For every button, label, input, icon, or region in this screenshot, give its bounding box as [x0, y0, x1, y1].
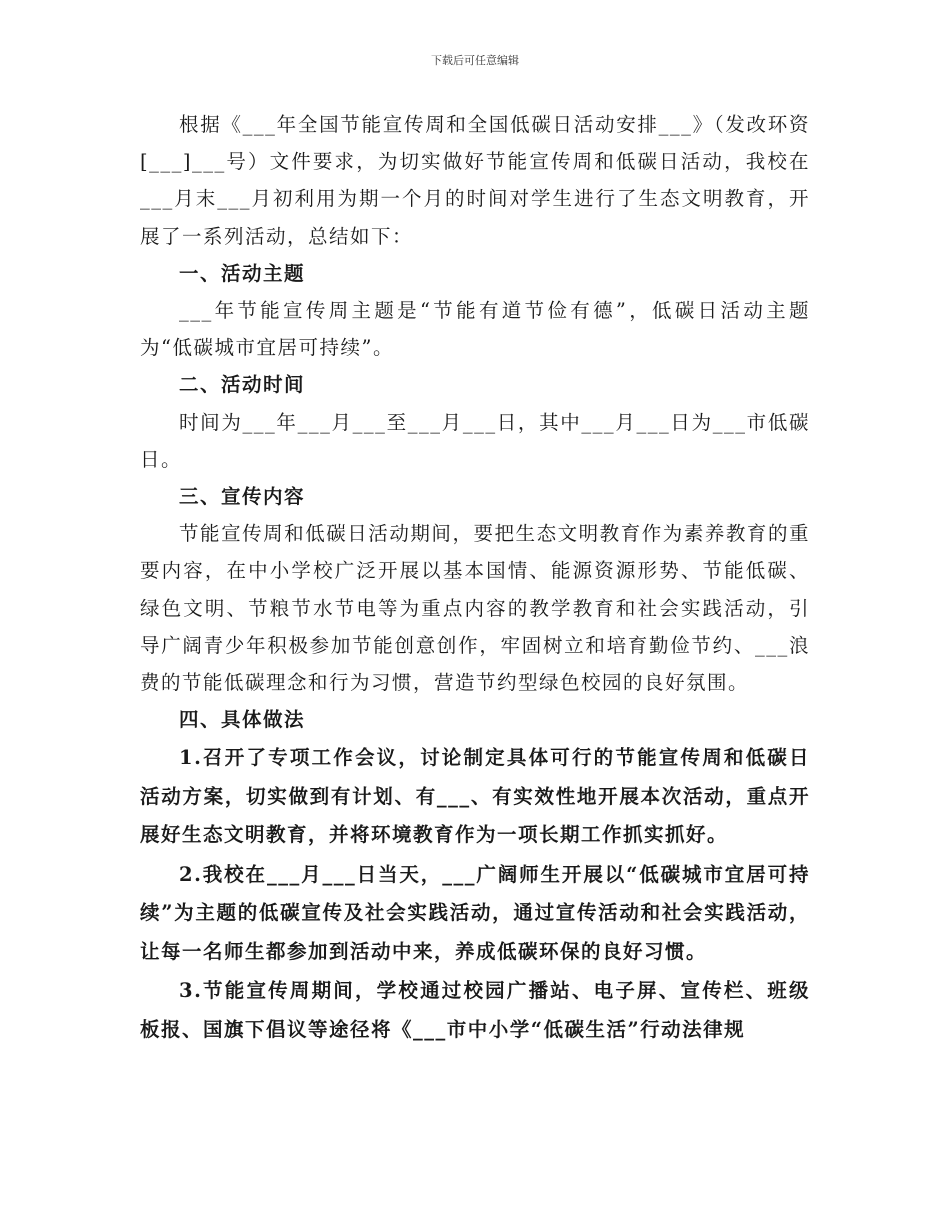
- measure-item-3: 3.节能宣传周期间，学校通过校园广播站、电子屏、宣传栏、班级板报、国旗下倡议等途径将《___市中小学“低碳生活”行动法律规: [140, 979, 810, 1041]
- section-2-heading: 二、活动时间: [179, 373, 306, 397]
- document-body: [140, 106, 810, 1049]
- section-3-heading: 三、宣传内容: [179, 485, 306, 509]
- section-1-heading: 一、活动主题: [179, 261, 306, 285]
- measure-item-2: 2.我校在___月___日当天，___广阔师生开展以“低碳城市宜居可持续”为主题的低碳宣传及社会实践活动，通过宣传活动和社会实践活动，让每一名师生都参加到活动中来，养成低碳环保的良好习惯。: [140, 862, 810, 963]
- page-header: 下载后可任意编辑: [431, 54, 519, 67]
- section-1-text: ___年节能宣传周主题是“节能有道节俭有德”，低碳日活动主题为“低碳城市宜居可持续”。: [140, 299, 810, 360]
- measure-item-1: 1.召开了专项工作会议，讨论制定具体可行的节能宣传周和低碳日活动方案，切实做到有计划、有___、有实效性地开展本次活动，重点开展好生态文明教育，并将环境教育作为一项长期工作抓实抓好。: [140, 746, 810, 847]
- section-3-text: 节能宣传周和低碳日活动期间，要把生态文明教育作为素养教育的重要内容，在中小学校广泛开展以基本国情、能源资源形势、节能低碳、绿色文明、节粮节水节电等为重点内容的教学教育和社会实践活动，引导广阔青少年积极参加节能创意创作，牢固树立和培育勤俭节约、___浪费的节能低碳理念和行为习惯，营造节约型绿色校园的良好氛围。: [140, 522, 810, 695]
- intro-paragraph: 根据《___年全国节能宣传周和全国低碳日活动安排___》（发改环资[___]___号）文件要求，为切实做好节能宣传周和低碳日活动，我校在___月末___月初利用为期一个月的时间对学生进行了生态文明教育，开展了一系列活动，总结如下：: [140, 113, 810, 248]
- section-2-text: 时间为___年___月___至___月___日，其中___月___日为___市低碳日。: [140, 410, 810, 471]
- section-4-heading: 四、具体做法: [179, 708, 306, 732]
